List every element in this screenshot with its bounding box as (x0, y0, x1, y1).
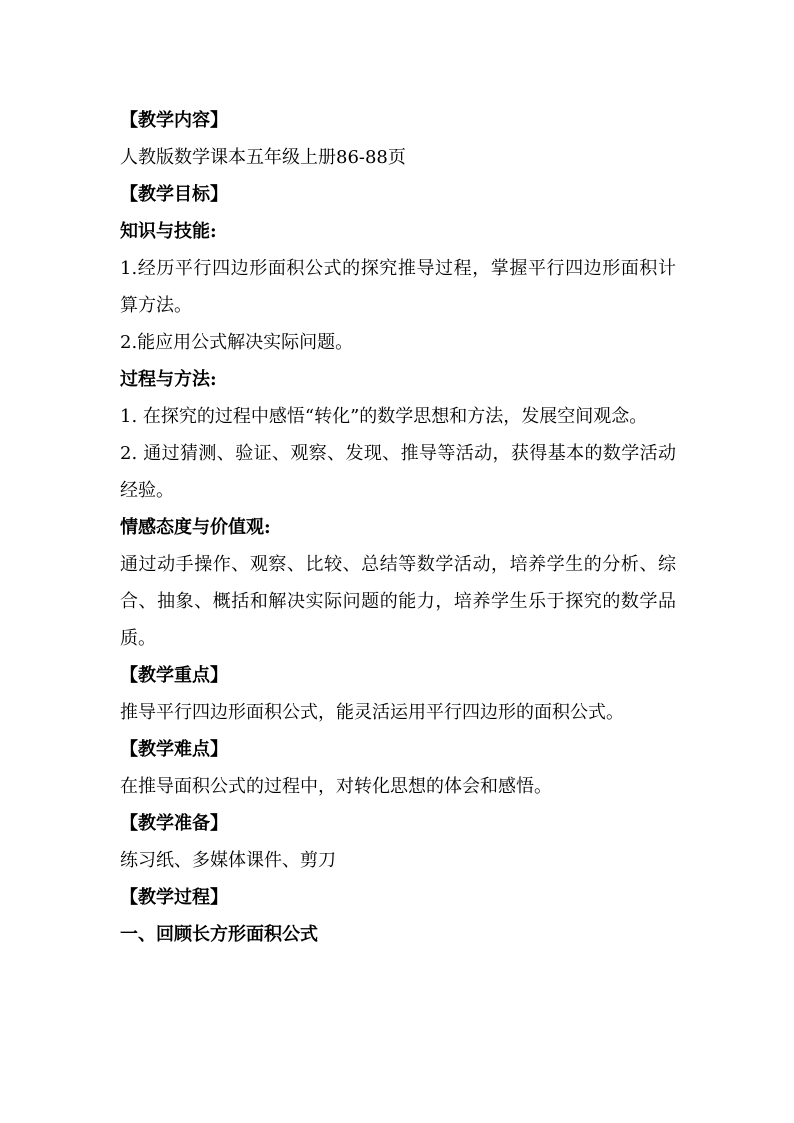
heading-teaching-content: 【教学内容】 (120, 110, 228, 131)
objective-process-1: 1. 在探究的过程中感悟“转化”的数学思想和方法，发展空间观念。 (120, 406, 648, 427)
objective-knowledge-2: 2.能应用公式解决实际问题。 (120, 332, 354, 353)
heading-teaching-process: 【教学过程】 (120, 887, 228, 908)
heading-key-points: 【教学重点】 (120, 665, 228, 686)
key-points-text: 推导平行四边形面积公式，能灵活运用平行四边形的面积公式。 (120, 702, 624, 723)
teaching-content-text: 人教版数学课本五年级上册86-88页 (120, 147, 406, 168)
subheading-knowledge-skills: 知识与技能: (120, 221, 217, 242)
document-body (120, 102, 676, 953)
preparation-text: 练习纸、多媒体课件、剪刀 (120, 850, 336, 871)
objective-knowledge-1: 1.经历平行四边形面积公式的探究推导过程，掌握平行四边形面积计算方法。 (120, 258, 676, 316)
process-step-1-title: 一、回顾长方形面积公式 (120, 924, 318, 945)
difficult-points-text: 在推导面积公式的过程中，对转化思想的体会和感悟。 (120, 776, 552, 797)
subheading-attitude-values: 情感态度与价值观: (120, 517, 271, 538)
heading-preparation: 【教学准备】 (120, 813, 228, 834)
heading-difficult-points: 【教学难点】 (120, 739, 228, 760)
objective-attitude-text: 通过动手操作、观察、比较、总结等数学活动，培养学生的分析、综合、抽象、概括和解决实际问题的能力，培养学生乐于探究的数学品质。 (120, 554, 676, 649)
subheading-process-methods: 过程与方法: (120, 369, 217, 390)
objective-process-2: 2. 通过猜测、验证、观察、发现、推导等活动，获得基本的数学活动经验。 (120, 443, 676, 501)
heading-teaching-objectives: 【教学目标】 (120, 184, 228, 205)
